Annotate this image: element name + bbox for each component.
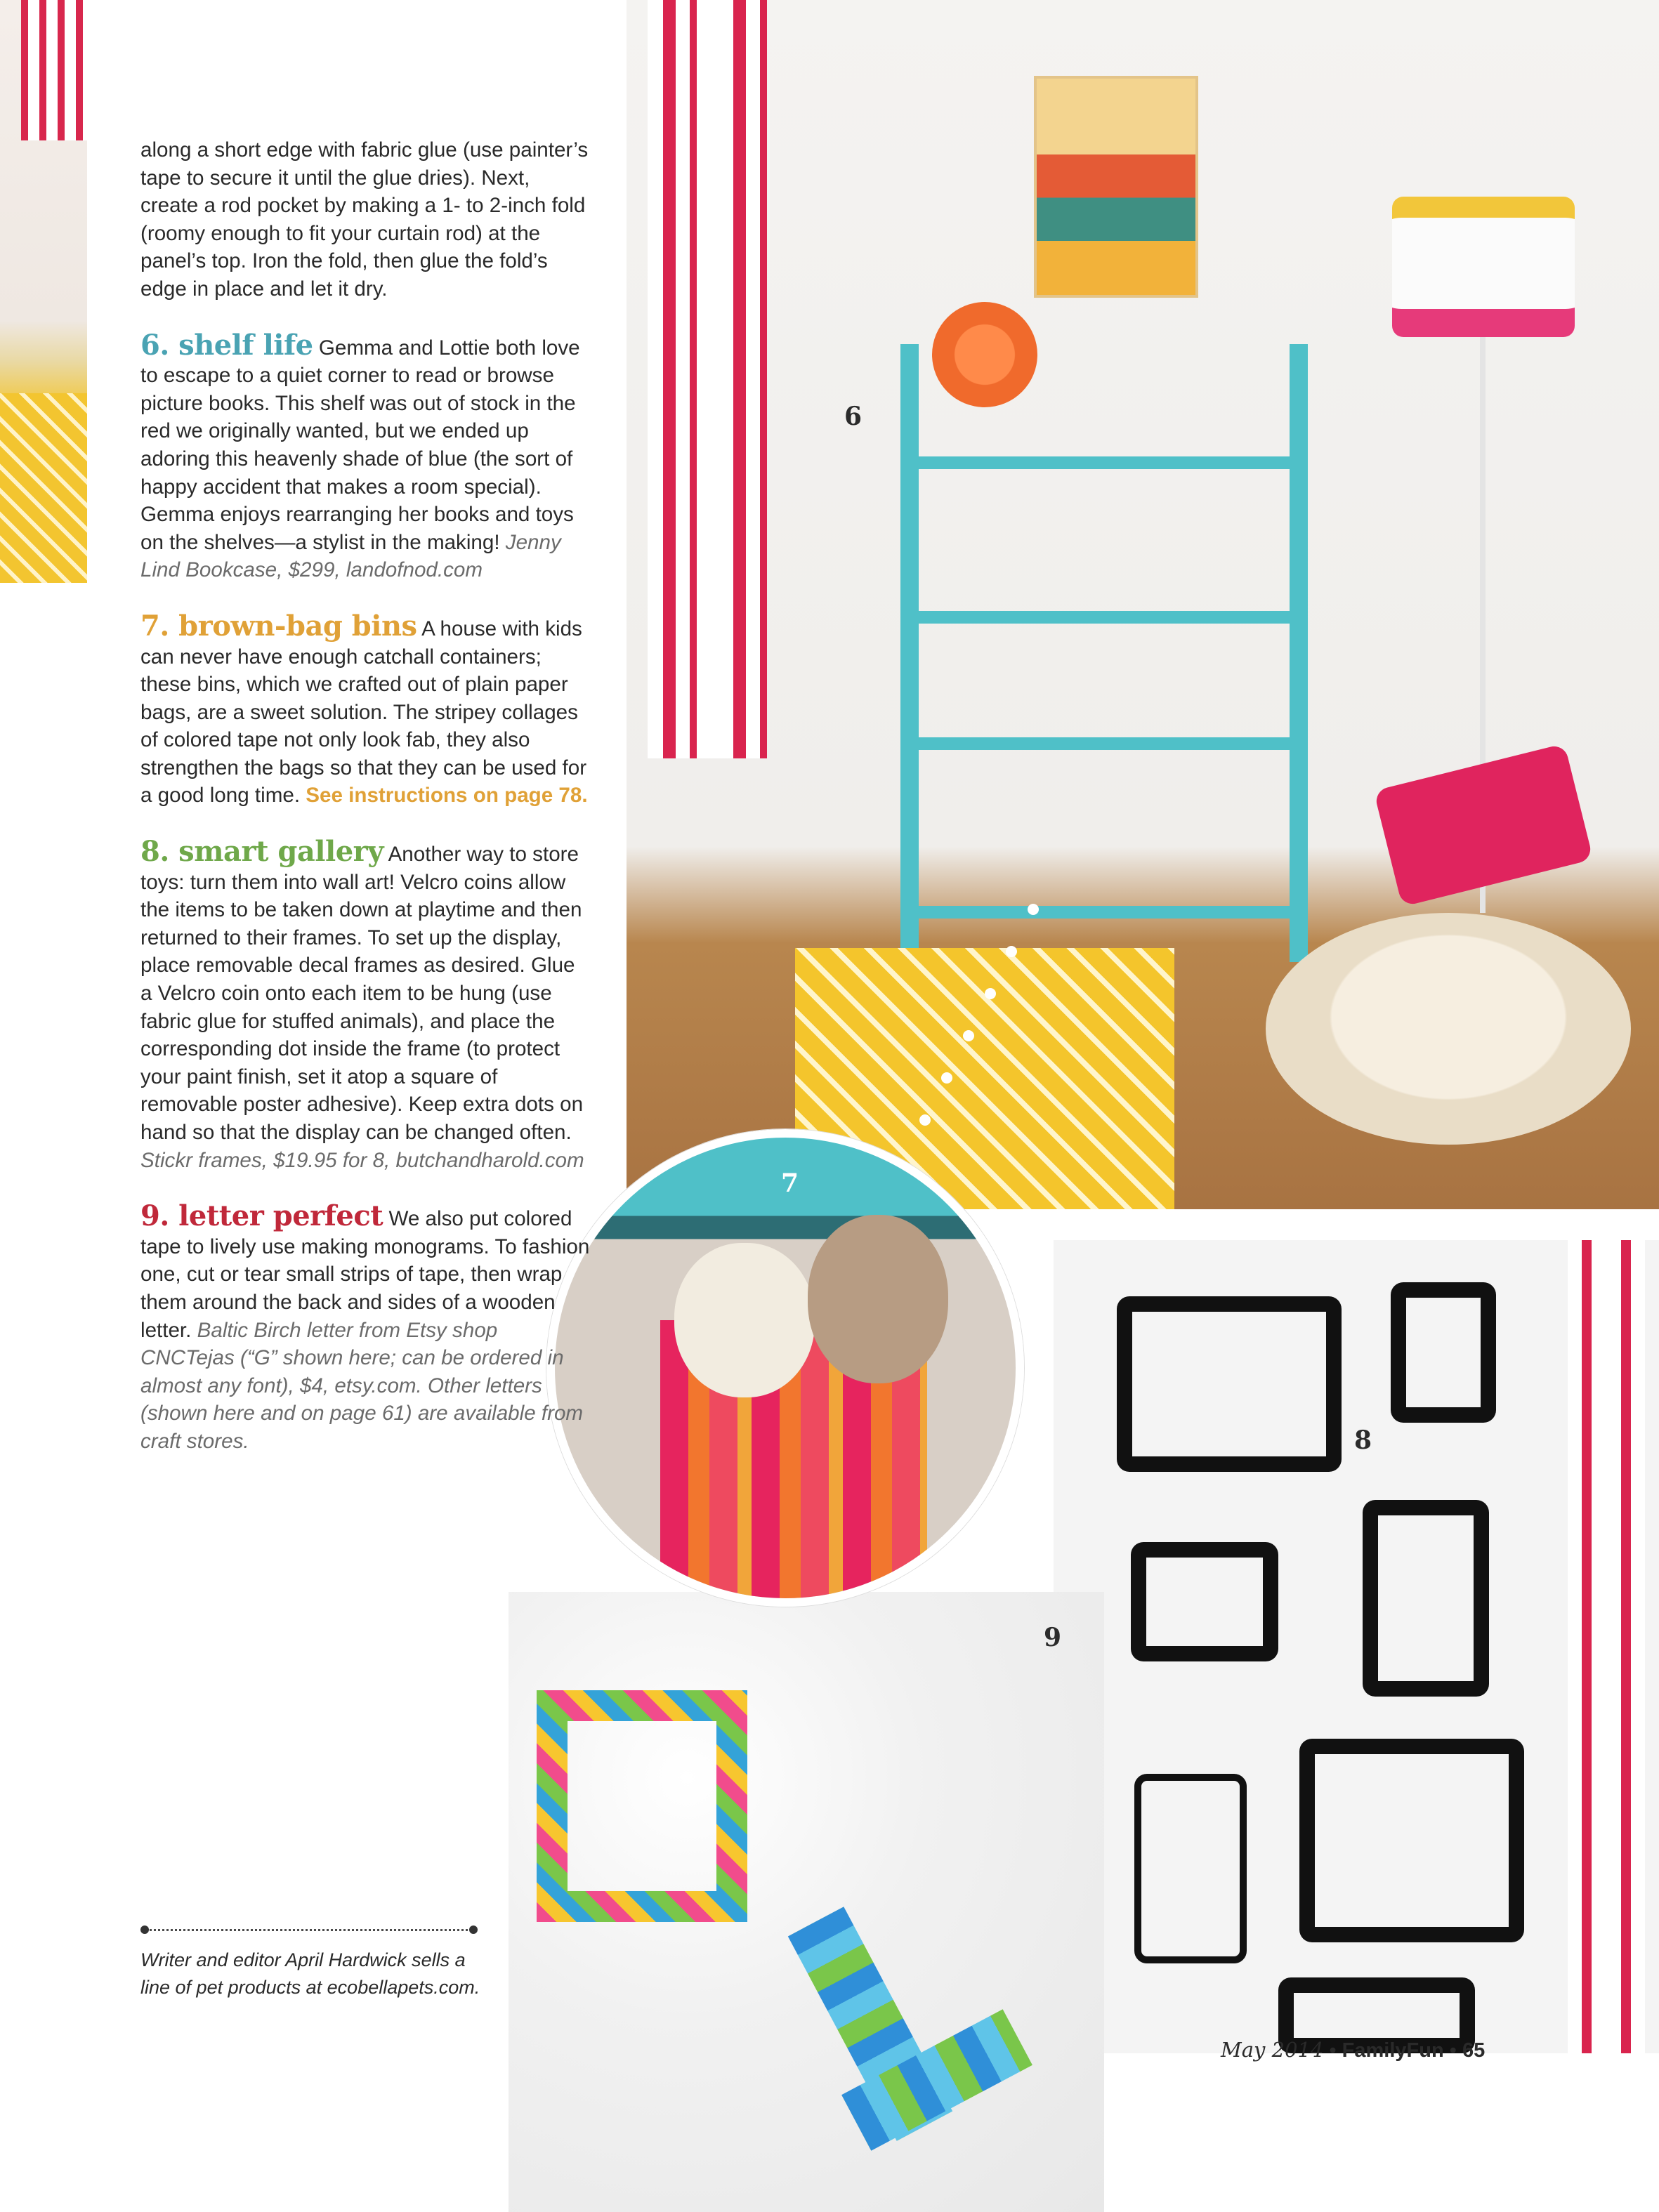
photo-callout-6: 6 [844, 402, 863, 431]
intro-paragraph [140, 136, 590, 303]
footer-bullet: • [1329, 2039, 1337, 2062]
decal-frame [1117, 1296, 1342, 1472]
crochet-pouf [1266, 913, 1631, 1145]
photo-callout-7: 7 [781, 1168, 799, 1198]
lamp-shade [1392, 197, 1575, 337]
section-letter-perfect [140, 1199, 590, 1455]
section-title: 6. shelf life [140, 328, 313, 362]
decal-frame [1363, 1500, 1489, 1697]
section-body: We also put colored tape to lively use making monograms. To fashion one, cut or tear small strips of tape, then wrap them around the back and sides of a wooden letter. [140, 1207, 590, 1342]
magazine-name: FamilyFun [1342, 2039, 1444, 2062]
yellow-rug [0, 393, 87, 583]
section-brown-bag-bins [140, 609, 590, 810]
author-bio: Writer and editor April Hardwick sells a line of pet products at ecobellapets.com. [140, 1949, 480, 1998]
pink-pillow [1374, 744, 1594, 907]
decal-frame [1391, 1282, 1496, 1423]
section-shelf-life [140, 328, 590, 584]
section-body: Another way to store toys: turn them into wall art! Velcro coins allow the items to be taken down at playtime and then returned to their frames. To set up the display, place removable decal frames as desired. Glue a Velcro coin onto each item to be hung (use fabric glue for stuffed animals), and place the corresponding dot inside the frame (to protect your paint finish, set it atop a square of removable poster adhesive). Keep extra dots on hand so that the display can be changed often. [140, 843, 584, 1144]
product-credit: Baltic Birch letter from Etsy shop CNCTejas (“G” shown here; can be ordered in almost any font), $4, etsy.com. Other letters (shown here and on page 61) are available from craft stores. [140, 1318, 584, 1453]
footer-bullet: • [1449, 2039, 1457, 2062]
product-credit: Stickr frames, $19.95 for 8, butchandharold.com [140, 1148, 584, 1172]
tape-letters-photo [509, 1592, 1104, 2212]
intro-text: along a short edge with fabric glue (use painter’s tape to secure it until the glue dries). Next, create a rod pocket by making a 1- to 2-inch fold (roomy enough to fit your curtain rod) at the panel’s top. Iron the fold, then glue the fold’s edge in place and let it dry. [140, 138, 589, 301]
letter-g [537, 1690, 747, 1922]
section-body: Gemma and Lottie both love to escape to a quiet corner to read or browse picture books. This shelf was out of stock in the red we originally wanted, but we ended up adoring this heavenly shade of blue (the sort of happy accident that makes a room special). Gemma enjoys rearranging her books and toys on the shelves—a stylist in the making! [140, 336, 580, 554]
blue-bookcase [900, 344, 1308, 962]
divider-endpoint [140, 1925, 149, 1934]
white-bunny [674, 1243, 815, 1397]
trail-dot [919, 1114, 931, 1126]
article-text [140, 136, 590, 1484]
decal-frame [1299, 1739, 1524, 1942]
trail-dot [941, 1072, 952, 1084]
left-edge-photo [0, 0, 87, 583]
curtain-stripes [1568, 1240, 1645, 2053]
bookshelf-photo [627, 0, 1659, 1209]
trail-dot [985, 988, 996, 999]
issue-date: May 2014 [1221, 2038, 1324, 2062]
instructions-link: See instructions on page 78. [306, 784, 588, 808]
trail-dot [1006, 946, 1017, 957]
section-body: A house with kids can never have enough catchall containers; these bins, which we crafted out of plain paper bags, are a sweet solution. The stripey collages of colored tape not only look fab, they also strengthen the bags so that they can be used for a good long time. [140, 617, 587, 808]
wall-gallery-photo [1054, 1240, 1659, 2053]
london-poster [1034, 76, 1198, 298]
brown-bunny [808, 1215, 948, 1383]
decal-frame [1131, 1542, 1278, 1661]
page-number: 65 [1462, 2039, 1486, 2062]
curtain-stripes [21, 0, 87, 140]
dotted-divider [140, 1925, 478, 1934]
bunny-bin-circle-photo [546, 1129, 1024, 1607]
curtain-stripes [648, 0, 767, 758]
section-title: 7. brown-bag bins [140, 609, 417, 643]
divider-line [145, 1929, 473, 1931]
photo-callout-9: 9 [1044, 1623, 1062, 1652]
photo-callout-8: 8 [1354, 1426, 1372, 1455]
trail-dot [963, 1030, 974, 1041]
divider-endpoint [469, 1925, 478, 1934]
trail-dot [1028, 904, 1039, 915]
section-title: 8. smart gallery [140, 835, 383, 869]
product-credit: Jenny Lind Bookcase, $299, landofnod.com [140, 530, 561, 582]
section-title: 9. letter perfect [140, 1199, 383, 1233]
decal-frame [1134, 1774, 1247, 1963]
page-footer [1221, 2038, 1485, 2062]
section-smart-gallery [140, 835, 590, 1174]
